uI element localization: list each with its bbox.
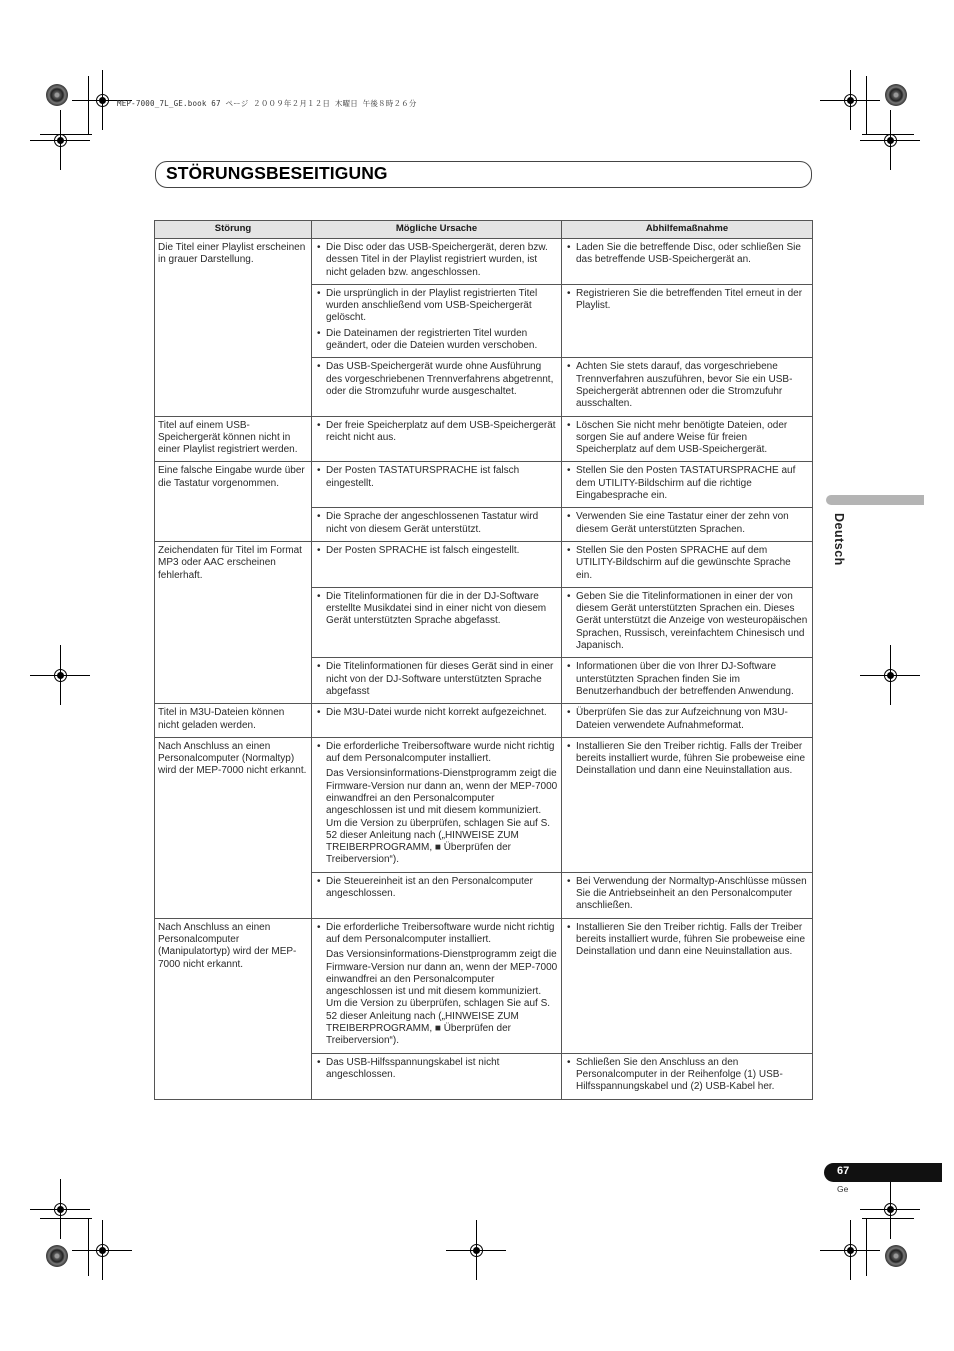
section-title: STÖRUNGSBESEITIGUNG [166,163,388,183]
trim-line [88,1218,89,1276]
trim-line [862,1218,914,1219]
header-remedy: Abhilfemaßnahme [562,221,813,239]
cause-text: Die Dateinamen der registrierten Titel wurden geändert, oder die Dateien wurden verschoben. [326,327,538,352]
cause-cell: • Die Titelinformationen für die in der DJ-Software erstellte Musikdatei sind in einer nicht von diesem Gerät unterstützten Sprache abgefasst. [312,587,562,657]
remedy-cell: • Installieren Sie den Treiber richtig. Falls der Treiber bereits installiert wurde, führen Sie probeweise eine Deinstallation und dann eine Neuinstallation aus. [562,918,813,1053]
cause-cell: • Die Disc oder das USB-Speichergerät, deren bzw. dessen Titel in der Playlist registriert wurden, ist nicht geladen bzw. angeschlossen. [312,239,562,285]
problem-cell: Eine falsche Eingabe wurde über die Tastatur vorgenommen. [155,462,312,541]
table-row [155,541,813,587]
print-header: MEP-7000_7L_GE.book 67 ページ ２００９年２月１２日 木曜日 午後８時２６分 [117,99,417,108]
remedy-cell: • Registrieren Sie die betreffenden Titel erneut in der Playlist. [562,284,813,357]
cause-cell: • Das USB-Speichergerät wurde ohne Ausführung des vorgeschriebenen Trennverfahrens abgetrennt, oder die Stromzufuhr wurde ausgeschaltet. [312,358,562,416]
table-row [155,737,813,872]
registration-disc-bottom-right [885,1245,907,1267]
registration-disc-top-left [46,84,68,106]
remedy-cell: • Bei Verwendung der Normaltyp-Anschlüsse müssen Sie die Antriebseinheit an den Personalcomputer anschließen. [562,872,813,918]
language-tab [826,495,924,505]
cause-cell [312,737,562,872]
remedy-cell: • Installieren Sie den Treiber richtig. Falls der Treiber bereits installiert wurde, führen Sie probeweise eine Deinstallation und dann eine Neuinstallation aus. [562,737,813,872]
page-number-pill [824,1163,942,1182]
cause-cell: • Der freie Speicherplatz auf dem USB-Speichergerät reicht nicht aus. [312,416,562,462]
problem-cell: Die Titel einer Playlist erscheinen in grauer Darstellung. [155,239,312,417]
remedy-cell: • Informationen über die von Ihrer DJ-Software unterstützten Sprachen finden Sie im Benutzerhandbuch der betreffenden Anwendung. [562,658,813,704]
header-cause: Mögliche Ursache [312,221,562,239]
trim-line [40,134,92,135]
table-row [155,462,813,508]
remedy-cell: • Achten Sie stets darauf, das vorgeschriebene Trennverfahren auszuführen, bevor Sie ein USB-Speichergerät abtrennen oder die Stromzufuhr ausschalten. [562,358,813,416]
problem-cell: Nach Anschluss an einen Personalcomputer (Normaltyp) wird der MEP-7000 nicht erkannt. [155,737,312,918]
header-problem: Störung [155,221,312,239]
cause-cell: • Die Steuereinheit ist an den Personalcomputer angeschlossen. [312,872,562,918]
table-row [155,918,813,1053]
cause-cell: • Der Posten TASTATURSPRACHE ist falsch eingestellt. [312,462,562,508]
remedy-cell: • Verwenden Sie eine Tastatur einer der zehn von diesem Gerät unterstützten Sprachen. [562,508,813,542]
troubleshooting-table [154,220,813,1100]
language-code: Ge [837,1184,849,1194]
cause-cell: • Die ursprünglich in der Playlist registrierten Titel wurden anschließend vom USB-Speichergerät gelöscht. • Die Dateinamen der registrierten Titel wurden geändert, oder die Dateien wurden verschoben. [312,284,562,357]
remedy-cell: • Schließen Sie den Anschluss an den Personalcomputer in der Reihenfolge (1) USB-Hilfsspannungskabel und (2) USB-Kabel her. [562,1053,813,1099]
cause-cell [312,918,562,1053]
problem-cell: Zeichendaten für Titel im Format MP3 oder AAC erscheinen fehlerhaft. [155,541,312,703]
trim-line [40,1218,92,1219]
cause-text: Die erforderliche Treibersoftware wurde nicht richtig auf dem Personalcomputer installiert. [326,740,555,765]
remedy-cell: • Laden Sie die betreffende Disc, oder schließen Sie das betreffende USB-Speichergerät an. [562,239,813,285]
cause-cell: • Die M3U-Datei wurde nicht korrekt aufgezeichnet. [312,704,562,738]
cause-cell: • Die Titelinformationen für dieses Gerät sind in einer nicht von der DJ-Software unterstützten Sprache abgefasst [312,658,562,704]
problem-cell: Titel in M3U-Dateien können nicht geladen werden. [155,704,312,738]
remedy-cell: • Löschen Sie nicht mehr benötigte Dateien, oder sorgen Sie auf andere Weise für freien Speicherplatz auf dem USB-Speichergerät. [562,416,813,462]
problem-cell: Titel auf einem USB-Speichergerät können nicht in einer Playlist registriert werden. [155,416,312,462]
cause-note: Das Versionsinformations-Dienstprogramm zeigt die Firmware-Version nur dann an, wenn der MEP-7000 einwandfrei an den Personalcomputer angeschlossen ist und mit diesem kommuniziert. Um die Version zu überprüfen, schlagen Sie auf S. 52 dieser Anleitung nach („HINWEISE ZUM TREIBERPROGRAMM, ■ Überprüfen der Treiberversion“). [326,768,558,866]
page-number: 67 [837,1165,850,1177]
remedy-cell: • Geben Sie die Titelinformationen in einer der von diesem Gerät unterstützten Sprachen ein. Dieses Gerät unterstützt die Anzeige von westeuropäischen Sprachen, Russisch, vereinfachtem Chinesisch und Japanisch. [562,587,813,657]
cause-text: Die ursprünglich in der Playlist registrierten Titel wurden anschließend vom USB-Speichergerät gelöscht. [326,287,538,324]
registration-disc-top-right [885,84,907,106]
section-title-bar [155,161,812,188]
cause-cell: • Der Posten SPRACHE ist falsch eingestellt. [312,541,562,587]
cause-cell: • Die Sprache der angeschlossenen Tastatur wird nicht von diesem Gerät unterstützt. [312,508,562,542]
trim-line [88,76,89,134]
cause-note: Das Versionsinformations-Dienstprogramm zeigt die Firmware-Version nur dann an, wenn der MEP-7000 einwandfrei an den Personalcomputer angeschlossen ist und mit diesem kommuniziert. Um die Version zu überprüfen, schlagen Sie auf S. 52 dieser Anleitung nach („HINWEISE ZUM TREIBERPROGRAMM, ■ Überprüfen der Treiberversion“). [326,949,558,1047]
remedy-cell: • Stellen Sie den Posten SPRACHE auf dem UTILITY-Bildschirm auf die gewünschte Sprache ein. [562,541,813,587]
problem-cell: Nach Anschluss an einen Personalcomputer (Manipulatortyp) wird der MEP-7000 nicht erkannt. [155,918,312,1099]
table-header-row [155,221,813,239]
table-row [155,704,813,738]
table-row [155,239,813,285]
remedy-cell: • Stellen Sie den Posten TASTATURSPRACHE auf dem UTILITY-Bildschirm auf die richtige Eingabesprache ein. [562,462,813,508]
cause-text: Die erforderliche Treibersoftware wurde nicht richtig auf dem Personalcomputer installiert. [326,921,555,945]
cause-cell: • Das USB-Hilfsspannungskabel ist nicht angeschlossen. [312,1053,562,1099]
trim-line [866,76,867,134]
trim-line [862,134,914,135]
language-tab-label: Deutsch [832,513,846,566]
table-row [155,416,813,462]
trim-line [866,1218,867,1276]
registration-disc-bottom-left [46,1245,68,1267]
remedy-cell: • Überprüfen Sie das zur Aufzeichnung von M3U-Dateien verwendete Aufnahmeformat. [562,704,813,738]
